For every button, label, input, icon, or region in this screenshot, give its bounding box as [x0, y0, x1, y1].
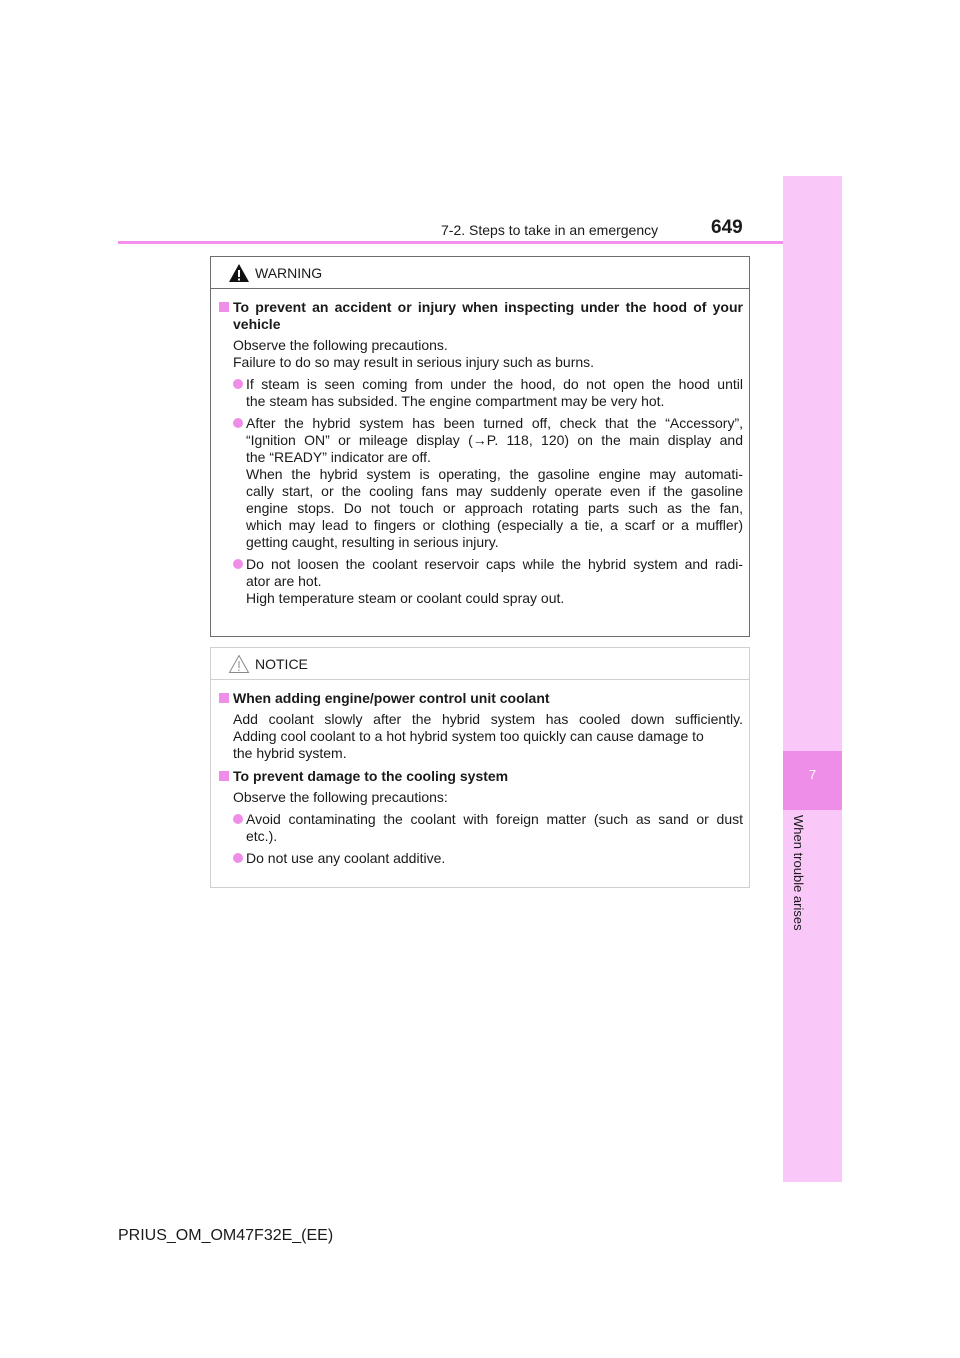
- round-bullet-icon: [233, 418, 243, 428]
- warning-bullet: [233, 376, 743, 410]
- text-line: Do not loosen the coolant reservoir caps while the hybrid system and radi-: [246, 556, 743, 572]
- text-line: the hybrid system.: [233, 745, 347, 761]
- text-line: When the hybrid system is operating, the gasoline engine may automati-: [246, 466, 743, 482]
- notice-item: [219, 768, 743, 867]
- section-title: 7-2. Steps to take in an emergency: [441, 222, 659, 238]
- square-bullet-icon: [219, 302, 229, 312]
- notice-item-title: When adding engine/power control unit coolant: [233, 690, 550, 706]
- text-line: the “READY” indicator are off.: [246, 449, 431, 465]
- notice-box: [210, 647, 750, 888]
- text-line: getting caught, resulting in serious injury.: [246, 534, 499, 550]
- text-line: High temperature steam or coolant could spray out.: [246, 590, 565, 606]
- text-line: engine stops. Do not touch or approach rotating parts such as the fan,: [246, 500, 743, 516]
- text-line: After the hybrid system has been turned off, check that the “Accessory”,: [246, 415, 743, 431]
- text-line: Observe the following precautions.: [233, 337, 448, 353]
- text-line: ator are hot.: [246, 573, 322, 589]
- round-bullet-icon: [233, 814, 243, 824]
- notice-header: [211, 648, 749, 680]
- text-line: the steam has subsided. The engine compartment may be very hot.: [246, 393, 665, 409]
- text-line: Observe the following precautions:: [233, 789, 448, 805]
- warning-body: [211, 289, 749, 607]
- header-rule: [118, 241, 842, 244]
- notice-item: [219, 690, 743, 762]
- notice-title: NOTICE: [255, 656, 308, 672]
- warning-header: [211, 257, 749, 289]
- text-line: Do not use any coolant additive.: [246, 850, 446, 866]
- chapter-label: When trouble arises: [791, 815, 806, 931]
- notice-bullet: [233, 850, 743, 867]
- warning-item-title: To prevent an accident or injury when inspecting under the hood of your vehicle: [233, 299, 743, 332]
- page-number: 649: [711, 217, 743, 238]
- notice-item-text: [233, 711, 743, 762]
- notice-item-title: To prevent damage to the cooling system: [233, 768, 509, 784]
- square-bullet-icon: [219, 771, 229, 781]
- side-tab: [783, 176, 842, 752]
- warning-title: WARNING: [255, 265, 323, 281]
- text-line: etc.).: [246, 828, 278, 844]
- chapter-number: 7: [808, 767, 817, 782]
- notice-bullet: [233, 811, 743, 845]
- round-bullet-icon: [233, 379, 243, 389]
- warning-box: [210, 256, 750, 637]
- warning-intro: [233, 337, 743, 371]
- text-line: Avoid contaminating the coolant with foreign matter (such as sand or dust: [246, 811, 743, 827]
- text-line: Failure to do so may result in serious injury such as burns.: [233, 354, 595, 370]
- notice-body: [211, 680, 749, 867]
- warning-bullet: [233, 415, 743, 551]
- text-line: “Ignition ON” or mileage display (→P. 118, 120) on the main display and: [246, 432, 743, 448]
- text-line: which may lead to fingers or clothing (especially a tie, a scarf or a muffler): [246, 517, 743, 533]
- warning-item: [219, 299, 743, 607]
- text-line: cally start, or the cooling fans may suddenly operate even if the gasoline: [246, 483, 743, 499]
- text-line: If steam is seen coming from under the hood, do not open the hood until: [246, 376, 743, 392]
- document-code: PRIUS_OM_OM47F32E_(EE): [118, 1227, 334, 1244]
- warning-bullet: [233, 556, 743, 607]
- round-bullet-icon: [233, 853, 243, 863]
- warning-icon: [228, 263, 250, 283]
- notice-item-text: [233, 789, 743, 806]
- round-bullet-icon: [233, 559, 243, 569]
- caution-outline-icon: [228, 654, 250, 674]
- square-bullet-icon: [219, 693, 229, 703]
- text-line: Adding cool coolant to a hot hybrid system too quickly can cause damage to: [233, 728, 704, 744]
- text-line: Add coolant slowly after the hybrid system has cooled down sufficiently.: [233, 711, 743, 727]
